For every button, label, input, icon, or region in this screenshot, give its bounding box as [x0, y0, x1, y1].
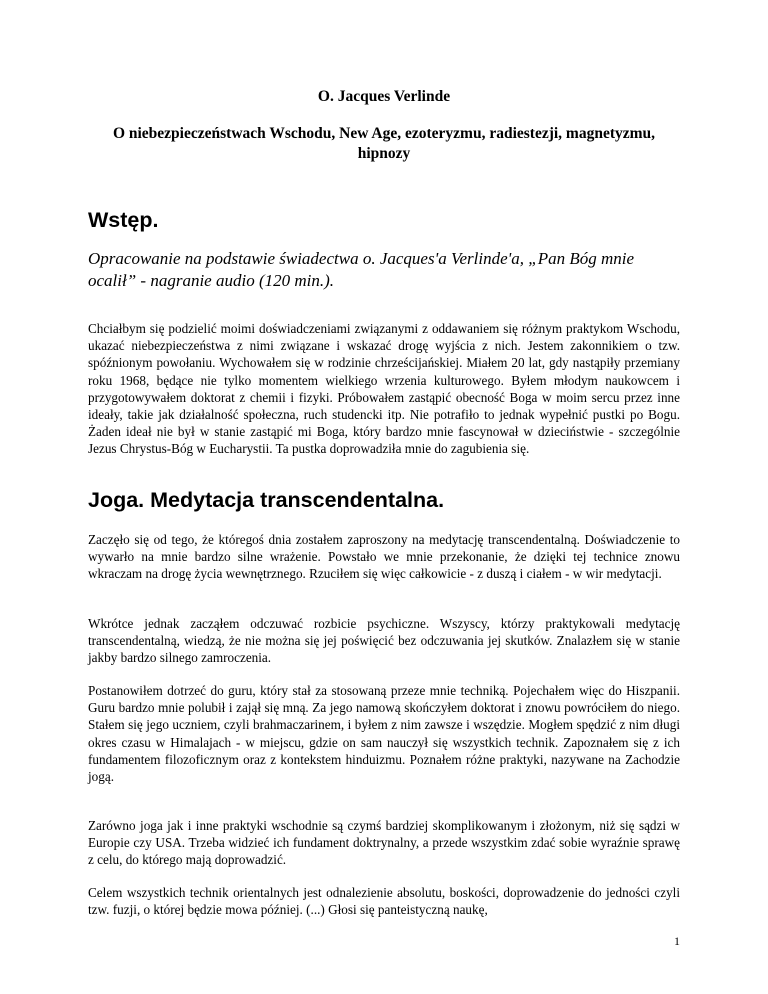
paragraph: Wkrótce jednak zacząłem odczuwać rozbicie psychiczne. Wszyscy, którzy praktykowali medytację transcendentalną, wiedzą, że nie można się jej poświęcić bez odczuwania jej skutków. Znalazłem się w stanie jakby bardzo silnego zamroczenia.: [88, 616, 680, 666]
section-heading-yoga: Joga. Medytacja transcendentalna.: [88, 488, 445, 512]
paragraph: Zarówno joga jak i inne praktyki wschodnie są czymś bardziej skomplikowanym i złożonym, niż się sądzi w Europie czy USA. Trzeba widzieć ich fundament doktrynalny, a przede wszystkim zdać sobie wyraźnie sprawę z celu, do którego mają doprowadzić.: [88, 818, 680, 868]
document-title: O niebezpieczeństwach Wschodu, New Age, ezoteryzmu, radiestezji, magnetyzmu, hipnozy: [112, 125, 656, 162]
paragraph: Chciałbym się podzielić moimi doświadczeniami związanymi z oddawaniem się różnym praktykom Wschodu, ukazać niebezpieczeństwa z nimi związane i wskazać drogę wyjścia z nich. Jestem zakonnikiem o tzw. spóźnionym powołaniu. Wychowałem się w rodzinie chrześcijańskiej. Miałem 20 lat, gdy nastąpiły przemiany roku 1968, będące nie tylko momentem wielkiego wrzenia kulturowego. Byłem młodym naukowcem i przygotowywałem doktorat z chemii i fizyki. Próbowałem zastąpić obecność Boga w moim sercu przez inne ideały, takie jak działalność społeczna, ruch studencki itp. Nie potrafiło to jednak wypełnić pustki po Bogu. Żaden ideał nie był w stanie zastąpić mi Boga, który bardzo mnie fascynował w dzieciństwie - szczególnie Jezus Chrystus-Bóg w Eucharystii. Ta pustka doprowadziła mnie do zagubienia się.: [88, 321, 680, 457]
paragraph: Celem wszystkich technik orientalnych jest odnalezienie absolutu, boskości, doprowadzenie do jedności czyli tzw. fuzji, o której będzie mowa później. (...) Głosi się panteistyczną naukę,: [88, 885, 680, 918]
author-line: O. Jacques Verlinde: [317, 88, 451, 105]
section-heading-intro: Wstęp.: [88, 208, 159, 232]
paragraph: Zaczęło się od tego, że któregoś dnia zostałem zaproszony na medytację transcendentalną. Doświadczenie to wywarło na mnie bardzo silne wrażenie. Powstało we mnie przekonanie, że dzięki tej technice znowu wkraczam na drogę życia wewnętrznego. Rzuciłem się więc całkowicie - z duszą i ciałem - w wir medytacji.: [88, 532, 680, 582]
page-number: 1: [674, 934, 680, 948]
section-subtitle: Opracowanie na podstawie świadectwa o. Jacques'a Verlinde'a, „Pan Bóg mnie ocalił” - nagranie audio (120 min.).: [88, 249, 635, 290]
paragraph: Postanowiłem dotrzeć do guru, który stał za stosowaną przeze mnie techniką. Pojechałem więc do Hiszpanii. Guru bardzo mnie polubił i zajął się mną. Za jego namową skończyłem doktorat i znowu powróciłem do niego. Stałem się jego uczniem, czyli brahmaczarinem, i byłem z nim zawsze i wszędzie. Mogłem spędzić z nim długi okres czasu w Himalajach - w miejscu, gdzie on sam nauczył się wszystkich technik. Zapoznałem się z ich fundamentem filozoficznym oraz z kontekstem hinduizmu. Poznałem różne praktyki, nazywane na Zachodzie jogą.: [88, 683, 680, 785]
